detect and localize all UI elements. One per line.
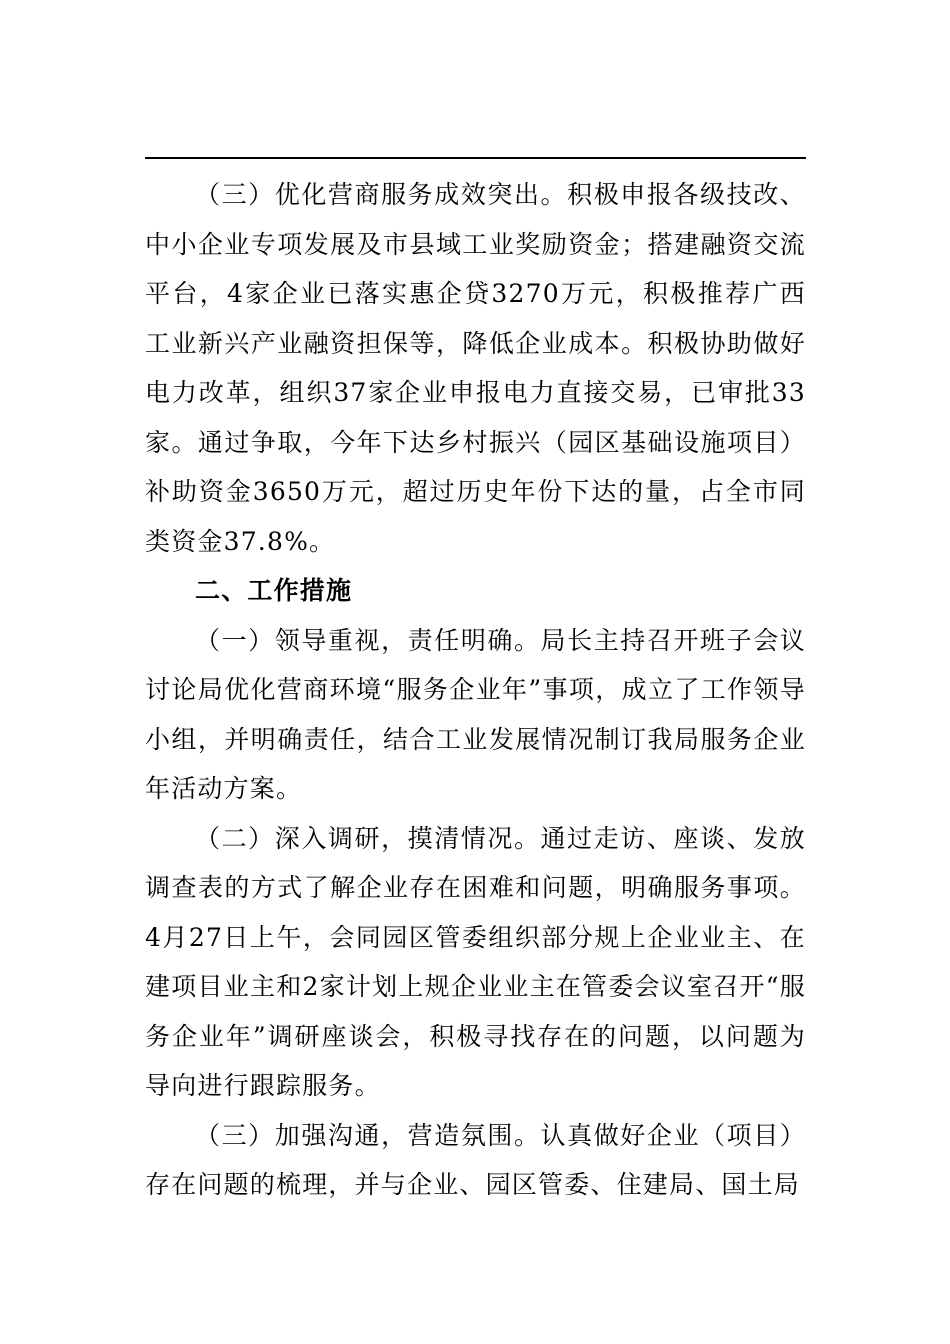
paragraph-communication: （三）加强沟通，营造氛围。认真做好企业（项目）存在问题的梳理，并与企业、园区管委、住建局、国土局 bbox=[145, 1120, 806, 1199]
paragraph-leadership: （一）领导重视，责任明确。局长主持召开班子会议讨论局优化营商环境“服务企业年”事项，成立了工作领导小组，并明确责任，结合工业发展情况制订我局服务企业年活动方案。 bbox=[145, 625, 806, 803]
header-rule bbox=[145, 157, 806, 159]
paragraph-research: （二）深入调研，摸清情况。通过走访、座谈、发放调查表的方式了解企业存在困难和问题，明确服务事项。4月27日上午，会同园区管委组织部分规上企业业主、在建项目业主和2家计划上规企业业主在管委会议室召开“服务企业年”调研座谈会，积极寻找存在的问题，以问题为导向进行跟踪服务。 bbox=[145, 823, 806, 1100]
document-body bbox=[145, 170, 806, 1210]
paragraph-business-service-results: （三）优化营商服务成效突出。积极申报各级技改、中小企业专项发展及市县域工业奖励资金；搭建融资交流平台，4家企业已落实惠企贷3270万元，积极推荐广西工业新兴产业融资担保等，降低企业成本。积极协助做好电力改革，组织37家企业申报电力直接交易，已审批33家。通过争取，今年下达乡村振兴（园区基础设施项目）补助资金3650万元，超过历史年份下达的量，占全市同类资金37.8%。 bbox=[145, 180, 806, 556]
section-heading-work-measures: 二、工作措施 bbox=[195, 576, 353, 605]
